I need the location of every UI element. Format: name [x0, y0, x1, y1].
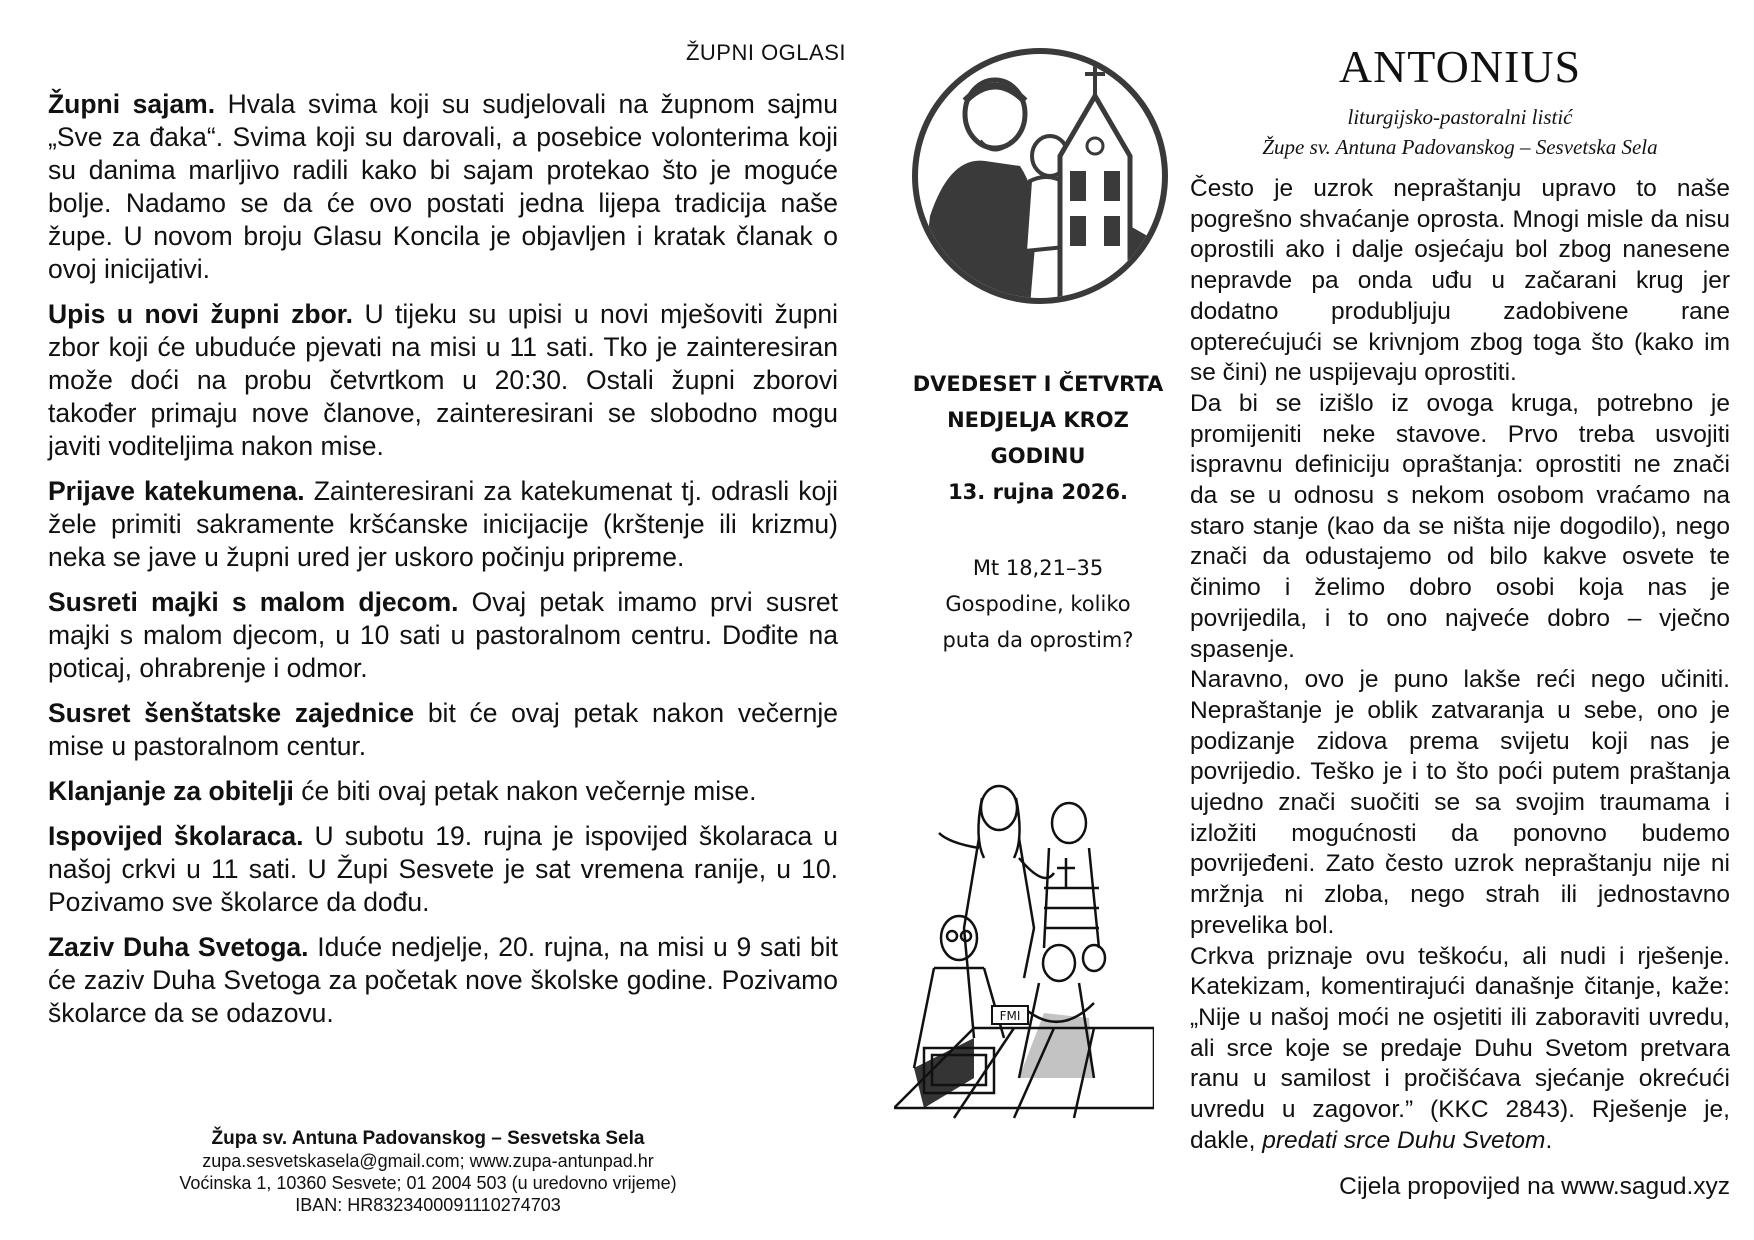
- sermon-emphasis: predati srce Duhu Svetom: [1262, 1126, 1546, 1154]
- announcement-title: Prijave katekumena.: [48, 476, 305, 506]
- announcement-text: Ovaj petak imamo prvi susret majki s malom djecom, u 10 sati u pastoralnom centru. Dođite na poticaj, ohrabrenje i odmor.: [48, 587, 839, 683]
- announcement-text: Zainteresirani za katekumenat tj. odrasli koji žele primiti sakramente kršćanske inicijacije (krštenje ili krizmu) neka se jave u župni ured jer uskoro počinju pripreme.: [48, 476, 839, 572]
- reading-line: Gospodine, koliko: [945, 592, 1131, 616]
- announcement-title: Ispovijed školaraca.: [48, 821, 304, 851]
- announcement: [48, 298, 838, 463]
- parish-footer: [118, 1128, 738, 1216]
- announcement-text: U tijeku su upisi u novi mješoviti župni zbor koji će ubuduće pjevati na misi u 11 sati. Tko je zainteresiran može doći na probu četvrtkom u 20:30. Ostali župni zborovi također primaju nove članove, zainteresirani se slobodno mogu javiti voditeljima nakon mise.: [48, 299, 838, 461]
- footer-address: Voćinska 1, 10360 Sesvete; 01 2004 503 (u uredovno vrijeme): [179, 1173, 677, 1193]
- footer-iban: IBAN: HR8323400091110274703: [295, 1195, 561, 1215]
- announcement-title: Klanjanje za obitelji: [48, 776, 294, 806]
- sermon-text: [1190, 174, 1730, 1157]
- announcement: [48, 586, 838, 685]
- announcement-list: [48, 88, 838, 1042]
- reading-line: puta da oprostim?: [942, 628, 1134, 652]
- footer-parish-name: Župa sv. Antuna Padovanskog – Sesvetska Sela: [211, 1128, 645, 1149]
- reading-reference: Mt 18,21–35: [972, 556, 1104, 580]
- announcement-title: Zaziv Duha Svetoga.: [48, 932, 309, 962]
- announcement-title: Susreti majki s malom djecom.: [48, 587, 459, 617]
- sermon-paragraph-end: .: [1545, 1126, 1553, 1154]
- announcement: [48, 820, 838, 919]
- sermon-paragraph-text: Crkva priznaje ovu teškoću, ali nudi i rješenje. Katekizam, komentirajući današnje čitanje, kaže: „Nije u našoj moći ne osjetiti ili zaboraviti uvredu, ali srce koje se predaje Duhu Svetom pretvara ranu u samilost i pročišćava sjećanje okrećući uvredu u zagovor.” (KKC 2843). Rješenje je, dakle,: [1190, 942, 1730, 1154]
- sermon-paragraph: Da bi se izišlo iz ovoga kruga, potrebno je promijeniti neke stavove. Prvo treba usvojiti ispravnu definiciju opraštanja: oprostiti ne znači da se u odnosu s nekom osobom vraćamo na staro stanje (kao da se ništa nije dogodilo), nego znači da odustajemo od bilo kakve osvete te činimo i želimo dobro osobi koja nas je povrijedila, i to ono najveće dobro – vječno spasenje.: [1190, 389, 1730, 663]
- sermon-paragraph: [1190, 942, 1730, 1157]
- announcement: [48, 697, 838, 763]
- footer-contact[interactable]: zupa.sesvetskasela@gmail.com; www.zupa-antunpad.hr: [202, 1151, 654, 1171]
- masthead-subtitle: [1190, 102, 1730, 162]
- announcement: [48, 88, 838, 286]
- full-sermon-link[interactable]: Cijela propovijed na www.sagud.xyz: [1339, 1173, 1730, 1200]
- saint-anthony-logo: [910, 46, 1170, 306]
- announcement: [48, 931, 838, 1030]
- sunday-line: DVEDESET I ČETVRTA: [912, 372, 1164, 396]
- announcement-text: Iduće nedjelje, 20. rujna, na misi u 9 sati bit će zaziv Duha Svetoga za početak nove školske godine. Pozivamo školarce da se odazovu.: [48, 932, 839, 1028]
- masthead-title: ANTONIUS: [1338, 41, 1582, 92]
- forgiveness-illustration: [894, 778, 1154, 1138]
- announcement-text: U subotu 19. rujna je ispovijed školaraca u našoj crkvi u 11 sati. U Župi Sesvete je sat vremena ranije, u 10. Pozivamo sve školarce da dođu.: [48, 821, 838, 917]
- sunday-line: NEDJELJA KROZ: [947, 408, 1129, 432]
- sunday-line: GODINU: [990, 444, 1086, 468]
- announcement-text: Hvala svima koji su sudjelovali na župnom sajmu „Sve za đaka“. Svima koji su darovali, a posebice volonterima koji su danima marljivo radili kako bi sajam protekao što je moguće bolje. Nadamo se da će ovo postati jedna lijepa tradicija naše župe. U novom broju Glasu Koncila je objavljen i kratak članak o ovoj inicijativi.: [48, 89, 838, 284]
- subtitle-line: Župe sv. Antuna Padovanskog – Sesvetska Sela: [1262, 135, 1658, 159]
- announcement-title: Župni sajam.: [48, 89, 216, 119]
- announcement: [48, 775, 838, 808]
- subtitle-line: liturgijsko-pastoralni listić: [1347, 105, 1573, 129]
- sermon-paragraph: Naravno, ovo je puno lakše reći nego učiniti. Nepraštanje je oblik zatvaranja u sebe, ono je podizanje zidova prema svijetu koji nas je povrijedio. Teško je i to što poći putem praštanja ujedno znači suočiti se sa svojim traumama i izložiti mogućnosti da ponovno budemo povrijeđeni. Zato često uzrok nepraštanju nije ni mržnja ni zloba, nego strah ili jednostavno prevelika bol.: [1190, 666, 1730, 939]
- announcement-title: Upis u novi župni zbor.: [48, 299, 353, 329]
- fmi-label: FMI: [999, 1009, 1021, 1023]
- sunday-date: 13. rujna 2026.: [948, 480, 1128, 504]
- gospel-reading: [888, 550, 1188, 658]
- announcement-text: bit će ovaj petak nakon večernje mise u pastoralnom centur.: [48, 698, 838, 761]
- announcement-text: će biti ovaj petak nakon večernje mise.: [293, 776, 757, 806]
- announcement: [48, 475, 838, 574]
- announcement-title: Susret šenštatske zajednice: [48, 698, 415, 728]
- sunday-title: [888, 366, 1188, 510]
- section-label: ŽUPNI OGLASI: [685, 40, 846, 65]
- sermon-paragraph: Često je uzrok nepraštanju upravo to naše pogrešno shvaćanje oprosta. Mnogi misle da nisu oprostili ako i dalje osjećaju bol zbog nanesene nepravde pa onda uđu u začarani krug jer dodatno produbljuju zadobivene rane opterećujući se krivnjom zbog toga što (kako im se čini) ne uspijevaju oprostiti.: [1190, 175, 1730, 387]
